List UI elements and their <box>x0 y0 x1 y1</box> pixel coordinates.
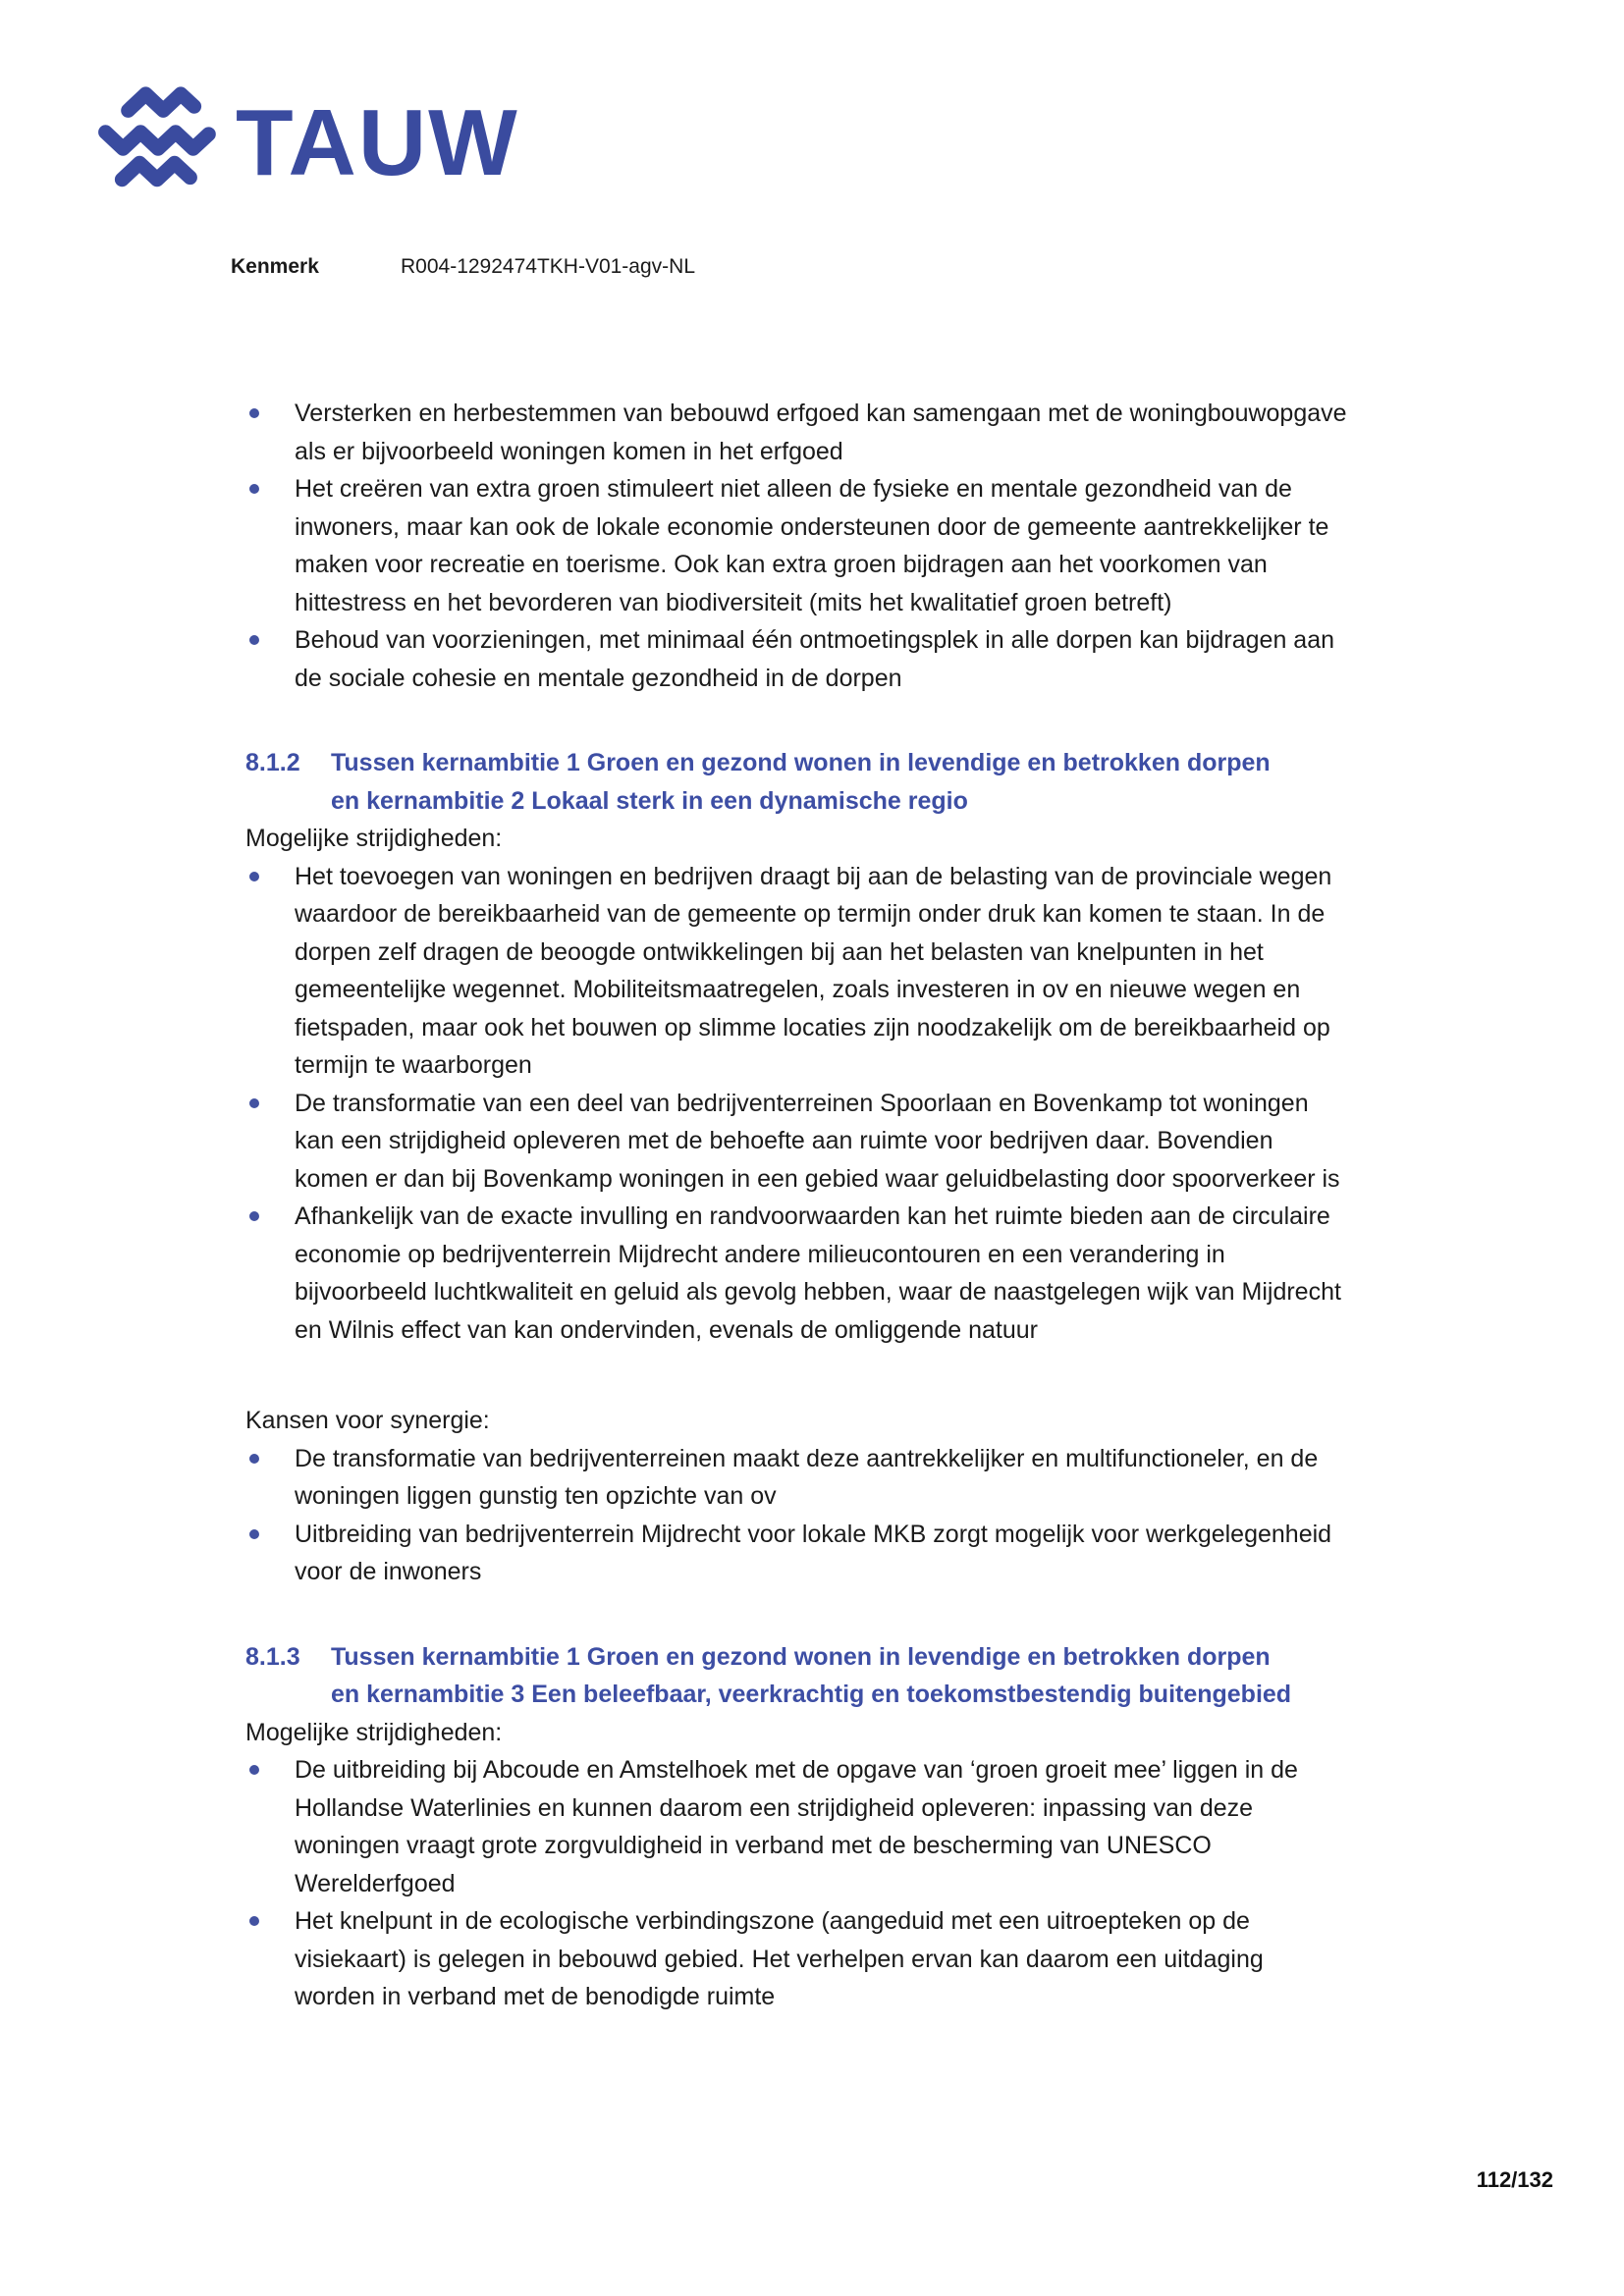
section-8-1-3 <box>245 1638 1347 2016</box>
block-label: Mogelijke strijdigheden: <box>245 825 503 852</box>
list-item: Het knelpunt in de ecologische verbindingszone (aangeduid met een uitroepteken op de visiekaart) is gelegen in bebouwd gebied. Het verhelpen ervan kan daarom een uitdaging worden in verband met de benodigde ruimte <box>295 1902 1347 2016</box>
intro-bullet-list <box>245 395 1347 697</box>
section-title-line: Tussen kernambitie 1 Groen en gezond wonen in levendige en betrokken dorpen <box>331 749 1271 776</box>
list-item: Afhankelijk van de exacte invulling en randvoorwaarden kan het ruimte bieden aan de circulaire economie op bedrijventerrein Mijdrecht andere milieucontouren en een verandering in bijvoorbeeld luchtkwaliteit en geluid als gevolg hebben, waar de naastgelegen wijk van Mijdrecht en Wilnis effect van kan ondervinden, evenals de omliggende natuur <box>295 1198 1347 1349</box>
block-label: Kansen voor synergie: <box>245 1407 490 1434</box>
list-item: De uitbreiding bij Abcoude en Amstelhoek met de opgave van ‘groen groeit mee’ liggen in de Hollandse Waterlinies en kunnen daarom een strijdigheid opleveren: inpassing van deze woningen vraagt grote zorgvuldigheid in verband met de bescherming van UNESCO Werelderfgoed <box>295 1751 1347 1902</box>
section-title-line: Tussen kernambitie 1 Groen en gezond wonen in levendige en betrokken dorpen <box>331 1642 1271 1671</box>
section-8-1-2 <box>245 744 1347 1591</box>
list-item: Het toevoegen van woningen en bedrijven draagt bij aan de belasting van de provinciale wegen waardoor de bereikbaarheid van de gemeente op termijn onder druk kan komen te staan. In de dorpen zelf dragen de beoogde ontwikkelingen bij aan het belasten van knelpunten in het gemeentelijke wegennet. Mobiliteitsmaatregelen, zoals investeren in ov en nieuwe wegen en fietspaden, maar ook het bouwen op slimme locaties zijn noodzakelijk om de bereikbaarheid op termijn te waarborgen <box>295 858 1347 1085</box>
logo-wordmark: TAUW <box>236 90 519 195</box>
tauw-waves-icon <box>90 79 226 202</box>
list-item: Versterken en herbestemmen van bebouwd erfgoed kan samengaan met de woningbouwopgave als er bijvoorbeeld woningen komen in het erfgoed <box>295 395 1347 470</box>
block-label: Mogelijke strijdigheden: <box>245 1718 503 1746</box>
tauw-logo <box>90 79 519 202</box>
kenmerk-label: Kenmerk <box>231 255 319 278</box>
kenmerk-row <box>231 253 695 281</box>
list-item: De transformatie van bedrijventerreinen maakt deze aantrekkelijker en multifunctioneler, en de woningen liggen gunstig ten opzichte van ov <box>295 1440 1347 1516</box>
page-number: 112/132 <box>1476 2167 1553 2192</box>
section-heading <box>245 1638 1347 1714</box>
section-title-line: en kernambitie 3 Een beleefbaar, veerkrachtig en toekomstbestendig buitengebied <box>331 1681 1292 1708</box>
list-item: Behoud van voorzieningen, met minimaal één ontmoetingsplek in alle dorpen kan bijdragen aan de sociale cohesie en mentale gezondheid in de dorpen <box>295 621 1347 697</box>
list-item: Uitbreiding van bedrijventerrein Mijdrecht voor lokale MKB zorgt mogelijk voor werkgelegenheid voor de inwoners <box>295 1516 1347 1591</box>
section-title-line: en kernambitie 2 Lokaal sterk in een dynamische regio <box>331 786 968 815</box>
page-content <box>245 395 1347 2016</box>
section-number: 8.1.3 <box>245 1642 300 1671</box>
section-heading <box>245 744 1347 820</box>
section-number: 8.1.2 <box>245 749 300 776</box>
bullet-list <box>245 1751 1347 2016</box>
bullet-list <box>245 1440 1347 1591</box>
kenmerk-value: R004-1292474TKH-V01-agv-NL <box>401 255 695 278</box>
list-item: De transformatie van een deel van bedrijventerreinen Spoorlaan en Bovenkamp tot woningen kan een strijdigheid opleveren met de behoefte aan ruimte voor bedrijven daar. Bovendien komen er dan bij Bovenkamp woningen in een gebied waar geluidbelasting door spoorverkeer is <box>295 1085 1347 1199</box>
bullet-list <box>245 858 1347 1350</box>
list-item: Het creëren van extra groen stimuleert niet alleen de fysieke en mentale gezondheid van de inwoners, maar kan ook de lokale economie ondersteunen door de gemeente aantrekkelijker te maken voor recreatie en toerisme. Ook kan extra groen bijdragen aan het voorkomen van hittestress en het bevorderen van biodiversiteit (mits het kwalitatief groen betreft) <box>295 470 1347 621</box>
